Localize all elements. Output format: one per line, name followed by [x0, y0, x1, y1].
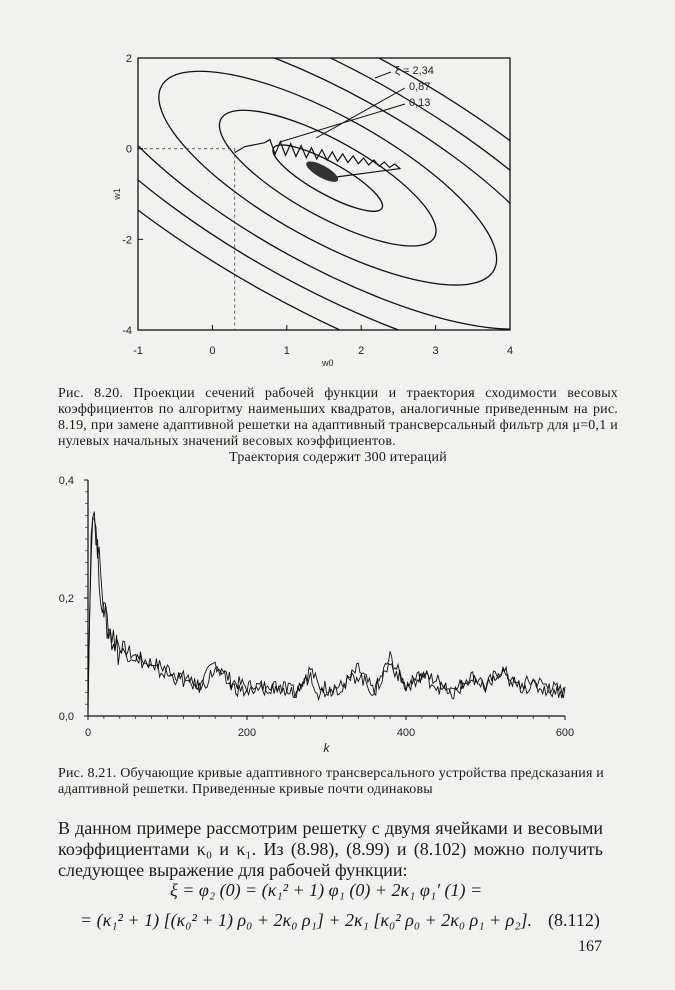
- level-label-0: ξ = 2,34: [395, 65, 434, 77]
- level-leader-1: [316, 88, 405, 138]
- x-tick-label-3: 3: [432, 345, 439, 357]
- x-tick-label-400: 400: [396, 727, 416, 739]
- x-axis-label: w0: [321, 358, 334, 368]
- x-tick-label-200: 200: [237, 727, 257, 739]
- contour-line-5: [110, 50, 530, 370]
- contour-line-3: [110, 50, 530, 370]
- series-line-1: [88, 511, 565, 713]
- x-tick-label-2: 2: [358, 345, 365, 357]
- level-label-1: 0,87: [409, 81, 431, 93]
- y-tick-label-0,4: 0,4: [58, 475, 74, 487]
- contour-line-2: [131, 50, 523, 324]
- convergence-cluster: [304, 158, 341, 186]
- y-tick-label--4: -4: [122, 325, 132, 337]
- y-tick-label-2: 2: [125, 53, 132, 65]
- page-number: 167: [578, 938, 602, 955]
- x-tick-label--1: -1: [133, 345, 143, 357]
- equation-line-1: ξ = φ₂ (0) = (κ₁² + 1) φ₁ (0) + 2κ₁ φ₁′ (1) =: [170, 880, 483, 900]
- figure-8-21-caption: Рис. 8.21. Обучающие кривые адаптивного трансверсального устройства предсказания и адаптивной решетки. Приведенные кривые почти одинаковы: [58, 766, 605, 797]
- x-tick-label-0: 0: [84, 727, 92, 739]
- caption-1-text: Рис. 8.20. Проекции сечений рабочей функции и траектория сходимости весовых коэффициентов по алгоритму наименьших квадратов, аналогичные приведенным на рис. 8.19, при замене адаптивной решетки на адаптивный трансверсальный фильтр для μ=0,1 и нулевых начальных значений весовых коэффициентов.: [58, 386, 618, 449]
- level-label-2: 0,13: [409, 97, 431, 109]
- y-axis-label: w1: [112, 188, 122, 200]
- y-tick-label-0,0: 0,0: [58, 711, 74, 723]
- caption-1-last-line: Траектория содержит 300 итераций: [229, 450, 447, 465]
- contour-plot: [110, 50, 530, 370]
- learning-curves-plot: [45, 468, 585, 758]
- contour-line-4: [110, 50, 530, 370]
- figure-8-20-caption: [58, 386, 618, 466]
- contour-group: [110, 50, 530, 370]
- x-tick-label-4: 4: [506, 345, 514, 357]
- y-tick-label-0,2: 0,2: [58, 593, 74, 605]
- x-tick-label-1: 1: [283, 345, 290, 357]
- x-tick-label-0: 0: [209, 345, 216, 357]
- equation-number: (8.112): [548, 910, 600, 930]
- x-tick-label-600: 600: [555, 727, 575, 739]
- series-line-0: [88, 517, 565, 698]
- x-axis-label: k: [323, 741, 330, 755]
- level-leader-0: [375, 72, 391, 78]
- y-tick-label--2: -2: [122, 234, 132, 247]
- y-tick-label-0: 0: [125, 143, 132, 156]
- body-paragraph: В данном примере рассмотрим решетку с двумя ячейками и весовыми коэффициентами κ₀ и κ₁. Из (8.98), (8.99) и (8.102) можно получить следующее выражение для рабочей функции:: [58, 818, 603, 880]
- equation-line-2: = (κ₁² + 1) [(κ₀² + 1) ρ₀ + 2κ₀ ρ₁] + 2κ₁ [κ₀² ρ₀ + 2κ₀ ρ₁ + ρ₂].: [80, 910, 533, 930]
